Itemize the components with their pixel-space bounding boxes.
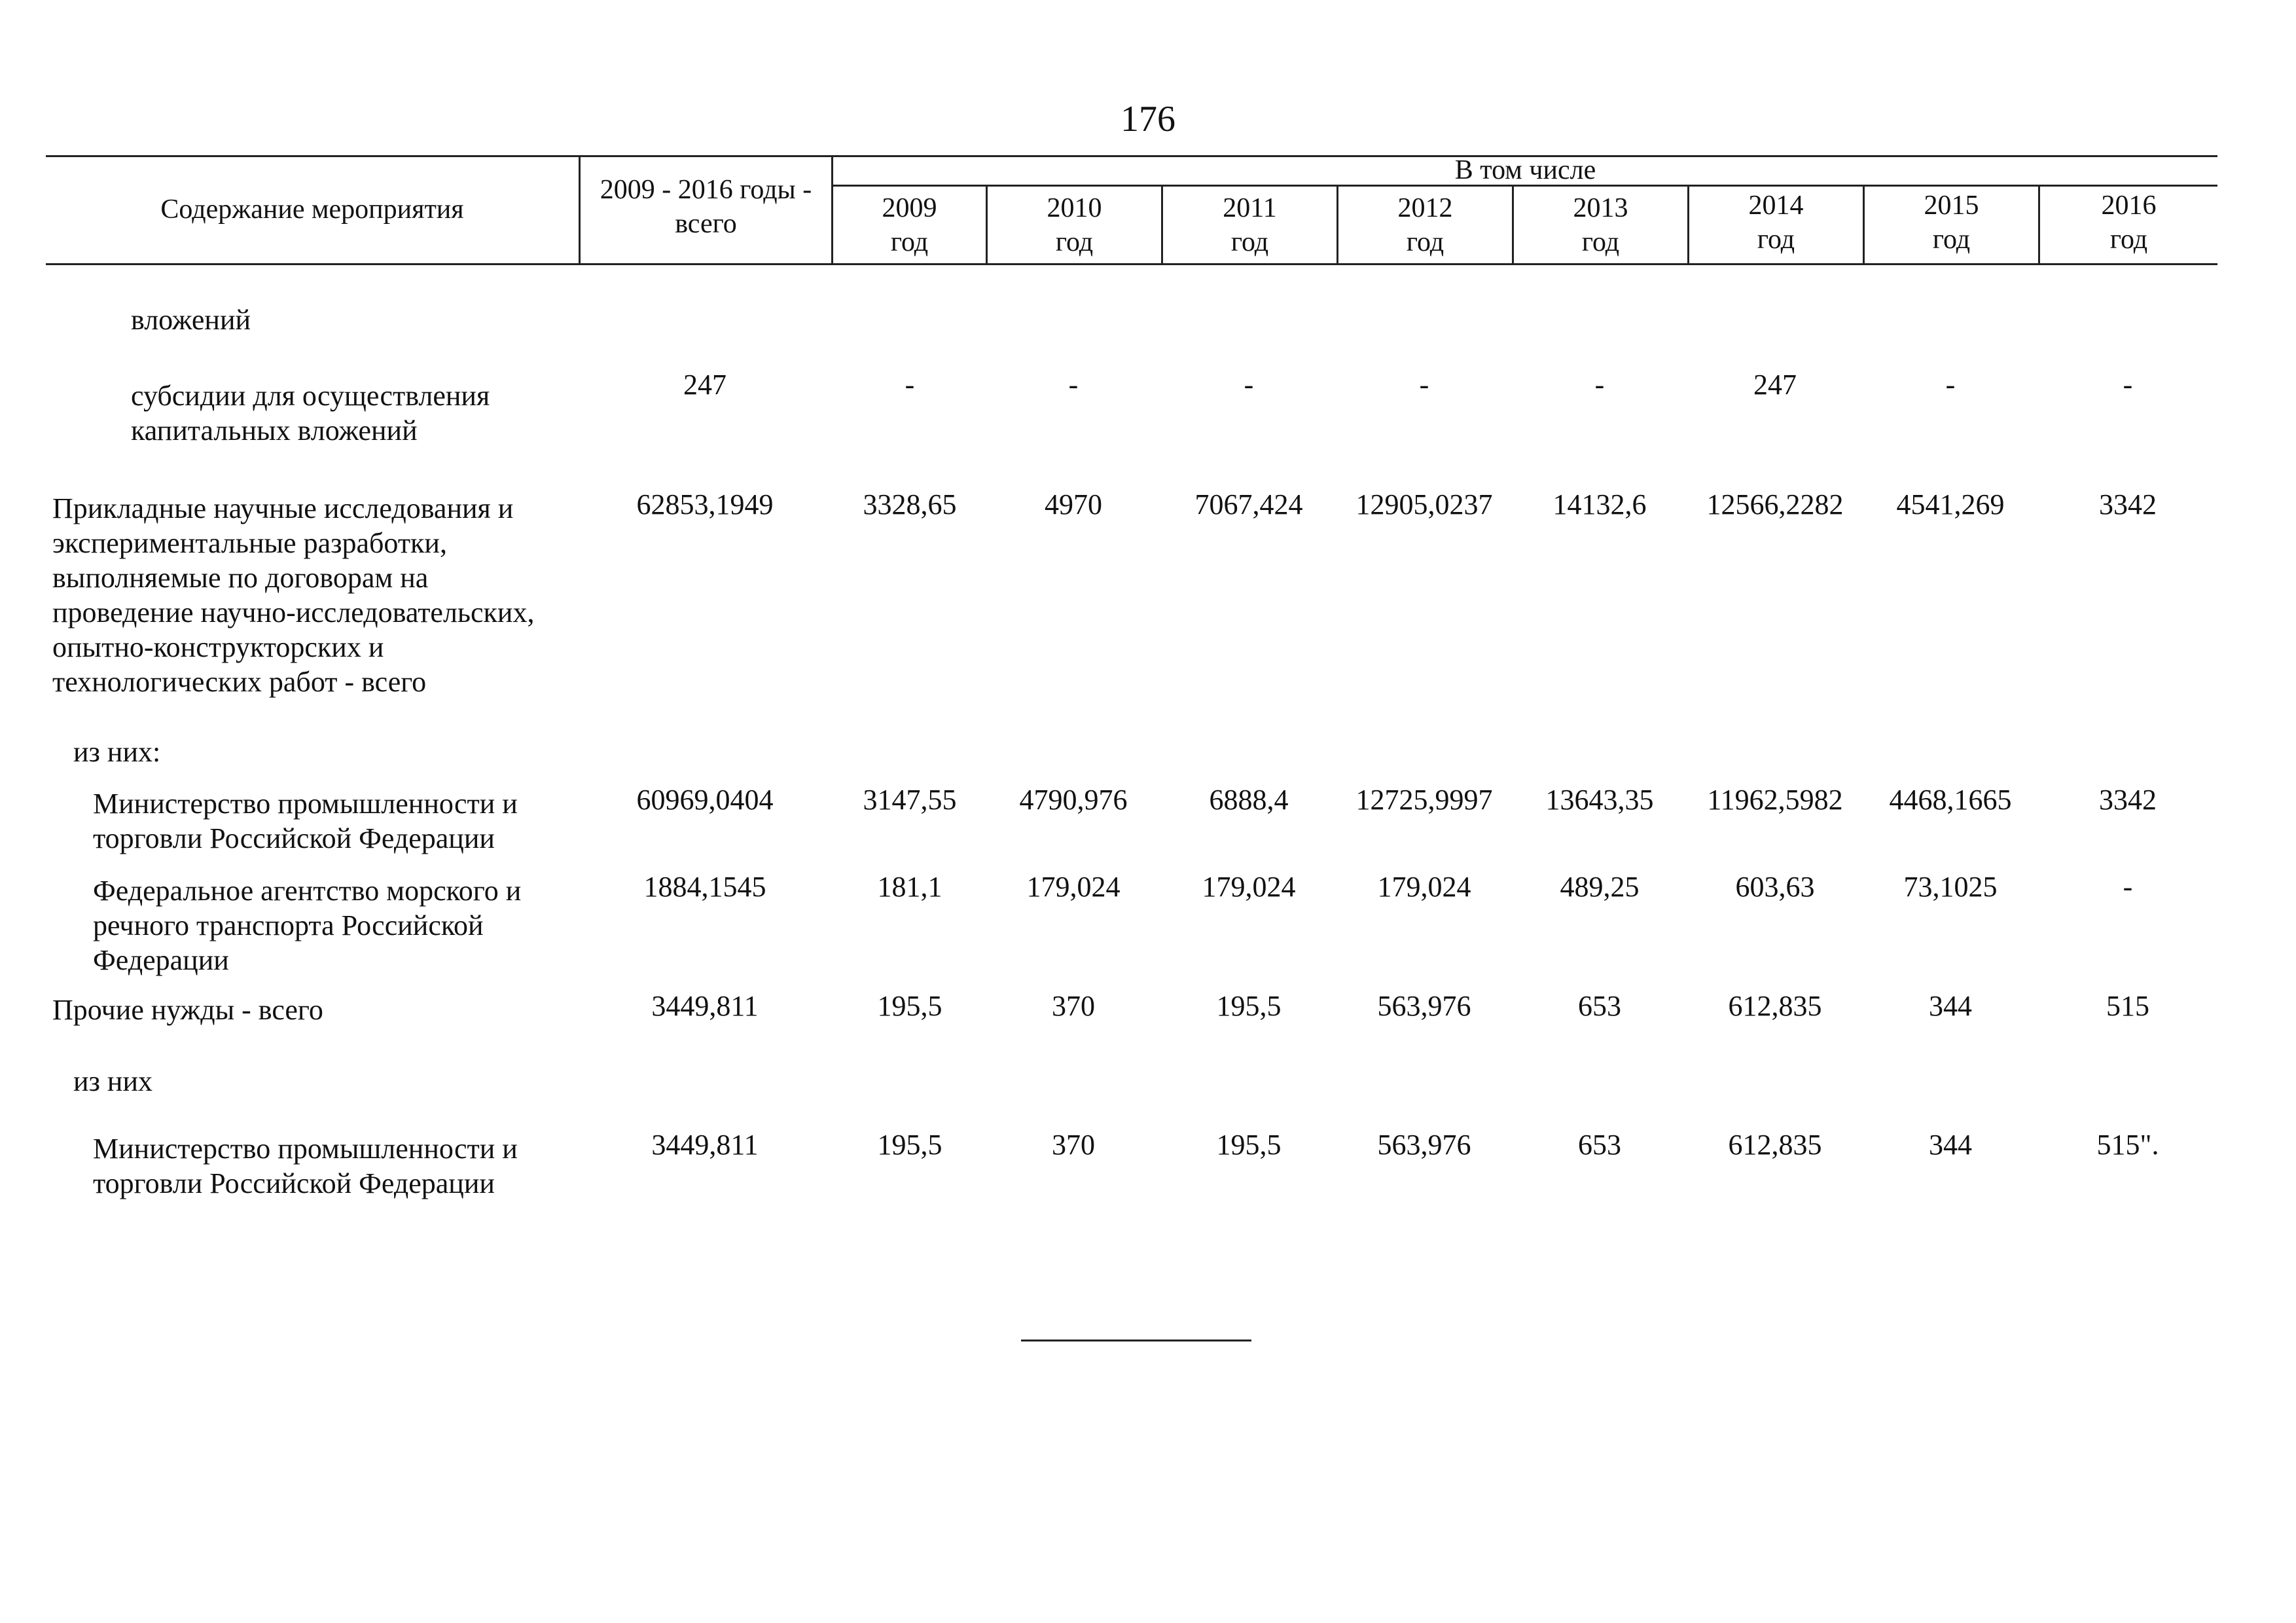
value-year-cell: - — [1945, 369, 1956, 401]
year-label: 2015 — [1924, 191, 1979, 221]
year-unit: год — [890, 227, 929, 257]
header-total-line: 2009 - 2016 годы - — [600, 175, 812, 205]
value-year-cell: 603,63 — [1735, 871, 1815, 903]
year-label: 2016 — [2101, 191, 2157, 221]
year-unit: год — [2109, 225, 2148, 255]
value-year-cell: 653 — [1578, 990, 1621, 1022]
year-label: 2014 — [1748, 191, 1804, 221]
label-line: торговли Российской Федерации — [93, 1167, 495, 1199]
value-year-cell: 195,5 — [1216, 990, 1282, 1022]
value-year-cell: 195,5 — [1216, 1129, 1282, 1161]
header-content-label: Содержание мероприятия — [160, 194, 464, 225]
value-year-cell: - — [905, 369, 915, 401]
value-year-cell: 4970 — [1045, 488, 1102, 520]
value-year-cell: 612,835 — [1728, 990, 1822, 1022]
label-line: Федерации — [93, 944, 229, 976]
value-year-cell: 13643,35 — [1545, 784, 1654, 816]
table-row-label — [52, 993, 323, 1027]
value-year-cell: 515". — [2096, 1129, 2159, 1161]
header-year-2011 — [1163, 191, 1336, 259]
value-year-cell: - — [2123, 871, 2133, 903]
label-line: опытно-конструкторских и — [52, 631, 384, 663]
value-total-cell: 247 — [683, 369, 726, 401]
table-row-label — [131, 302, 251, 337]
value-year-cell: 12905,0237 — [1355, 488, 1493, 520]
label-line: капитальных вложений — [131, 414, 418, 447]
year-unit: год — [1406, 227, 1444, 257]
value-year-cell: 195,5 — [877, 1129, 942, 1161]
value-year-cell: - — [2123, 369, 2133, 401]
header-year-2016 — [2040, 189, 2217, 257]
value-year-cell: 12566,2282 — [1706, 488, 1844, 520]
value-year-cell: 4790,976 — [1019, 784, 1128, 816]
value-year-cell: 4541,269 — [1896, 488, 2005, 520]
value-year-cell: 563,976 — [1377, 990, 1471, 1022]
label-line: речного транспорта Российской — [93, 909, 484, 941]
value-year-cell: 515 — [2106, 990, 2149, 1022]
year-unit: год — [1581, 227, 1620, 257]
value-year-cell: - — [1419, 369, 1429, 401]
label-line: Федеральное агентство морского и — [93, 875, 522, 907]
year-label: 2009 — [882, 193, 937, 223]
year-label: 2012 — [1397, 193, 1453, 223]
value-year-cell: 3342 — [2099, 488, 2157, 520]
header-year-2013 — [1514, 191, 1687, 259]
value-year-cell: 344 — [1929, 1129, 1972, 1161]
header-year-2012 — [1338, 191, 1512, 259]
value-year-cell: 3328,65 — [863, 488, 957, 520]
value-year-cell: 181,1 — [877, 871, 942, 903]
year-unit: год — [1757, 225, 1795, 255]
value-year-cell: 3147,55 — [863, 784, 957, 816]
value-total-cell: 3449,811 — [651, 990, 759, 1022]
page-number: 176 — [1121, 99, 1175, 139]
year-label: 2011 — [1223, 193, 1277, 223]
value-total-cell: 1884,1545 — [643, 871, 766, 903]
header-year-2009 — [833, 191, 986, 259]
value-total-cell: 3449,811 — [651, 1129, 759, 1161]
label-line: Прочие нужды - всего — [52, 994, 323, 1026]
label-line: Министерство промышленности и — [93, 788, 518, 820]
footer-rule — [1021, 1340, 1251, 1341]
value-year-cell: 563,976 — [1377, 1129, 1471, 1161]
value-year-cell: - — [1068, 369, 1079, 401]
value-year-cell: 195,5 — [877, 990, 942, 1022]
value-year-cell: 370 — [1052, 1129, 1095, 1161]
label-line: выполняемые по договорам на — [52, 562, 429, 594]
label-line: технологических работ - всего — [52, 666, 427, 698]
value-year-cell: 653 — [1578, 1129, 1621, 1161]
value-year-cell: 344 — [1929, 990, 1972, 1022]
header-total-label — [581, 173, 831, 241]
label-line: торговли Российской Федерации — [93, 822, 495, 854]
value-year-cell: 489,25 — [1560, 871, 1640, 903]
value-year-cell: 179,024 — [1026, 871, 1121, 903]
value-year-cell: 612,835 — [1728, 1129, 1822, 1161]
value-year-cell: 370 — [1052, 990, 1095, 1022]
year-unit: год — [1055, 227, 1094, 257]
table-row-label — [73, 735, 160, 769]
value-year-cell: 4468,1665 — [1889, 784, 2012, 816]
label-line: из них — [73, 1065, 153, 1097]
year-label: 2013 — [1573, 193, 1628, 223]
label-line: Министерство промышленности и — [93, 1133, 518, 1165]
label-line: вложений — [131, 304, 251, 336]
value-year-cell: 11962,5982 — [1707, 784, 1843, 816]
year-label: 2010 — [1047, 193, 1102, 223]
table-row-label — [52, 491, 534, 699]
header-group-label: В том числе — [1454, 155, 1596, 185]
value-year-cell: - — [1244, 369, 1254, 401]
table-row-label — [93, 873, 521, 977]
value-total-cell: 62853,1949 — [636, 488, 774, 520]
value-year-cell: 12725,9997 — [1355, 784, 1493, 816]
label-line: проведение научно-исследовательских, — [52, 596, 535, 629]
table-row-label — [93, 786, 518, 856]
year-unit: год — [1932, 225, 1971, 255]
value-year-cell: 179,024 — [1377, 871, 1471, 903]
table-row-label — [93, 1131, 518, 1201]
header-bottom-rule — [46, 263, 2217, 265]
header-year-2014 — [1689, 189, 1863, 257]
label-line: экспериментальные разработки, — [52, 527, 447, 559]
value-total-cell: 60969,0404 — [636, 784, 774, 816]
label-line: из них: — [73, 736, 161, 768]
header-year-2010 — [988, 191, 1161, 259]
value-year-cell: 6888,4 — [1209, 784, 1289, 816]
year-unit: год — [1230, 227, 1269, 257]
header-year-2015 — [1865, 189, 2038, 257]
value-year-cell: 179,024 — [1202, 871, 1296, 903]
table-row-label — [131, 378, 490, 448]
value-year-cell: - — [1594, 369, 1605, 401]
value-year-cell: 3342 — [2099, 784, 2157, 816]
value-year-cell: 14132,6 — [1552, 488, 1647, 520]
label-line: субсидии для осуществления — [131, 380, 490, 412]
table-row-label — [73, 1064, 152, 1099]
value-year-cell: 73,1025 — [1903, 871, 1998, 903]
value-year-cell: 7067,424 — [1194, 488, 1303, 520]
value-year-cell: 247 — [1753, 369, 1797, 401]
header-total-line: всего — [675, 209, 737, 239]
label-line: Прикладные научные исследования и — [52, 492, 514, 524]
